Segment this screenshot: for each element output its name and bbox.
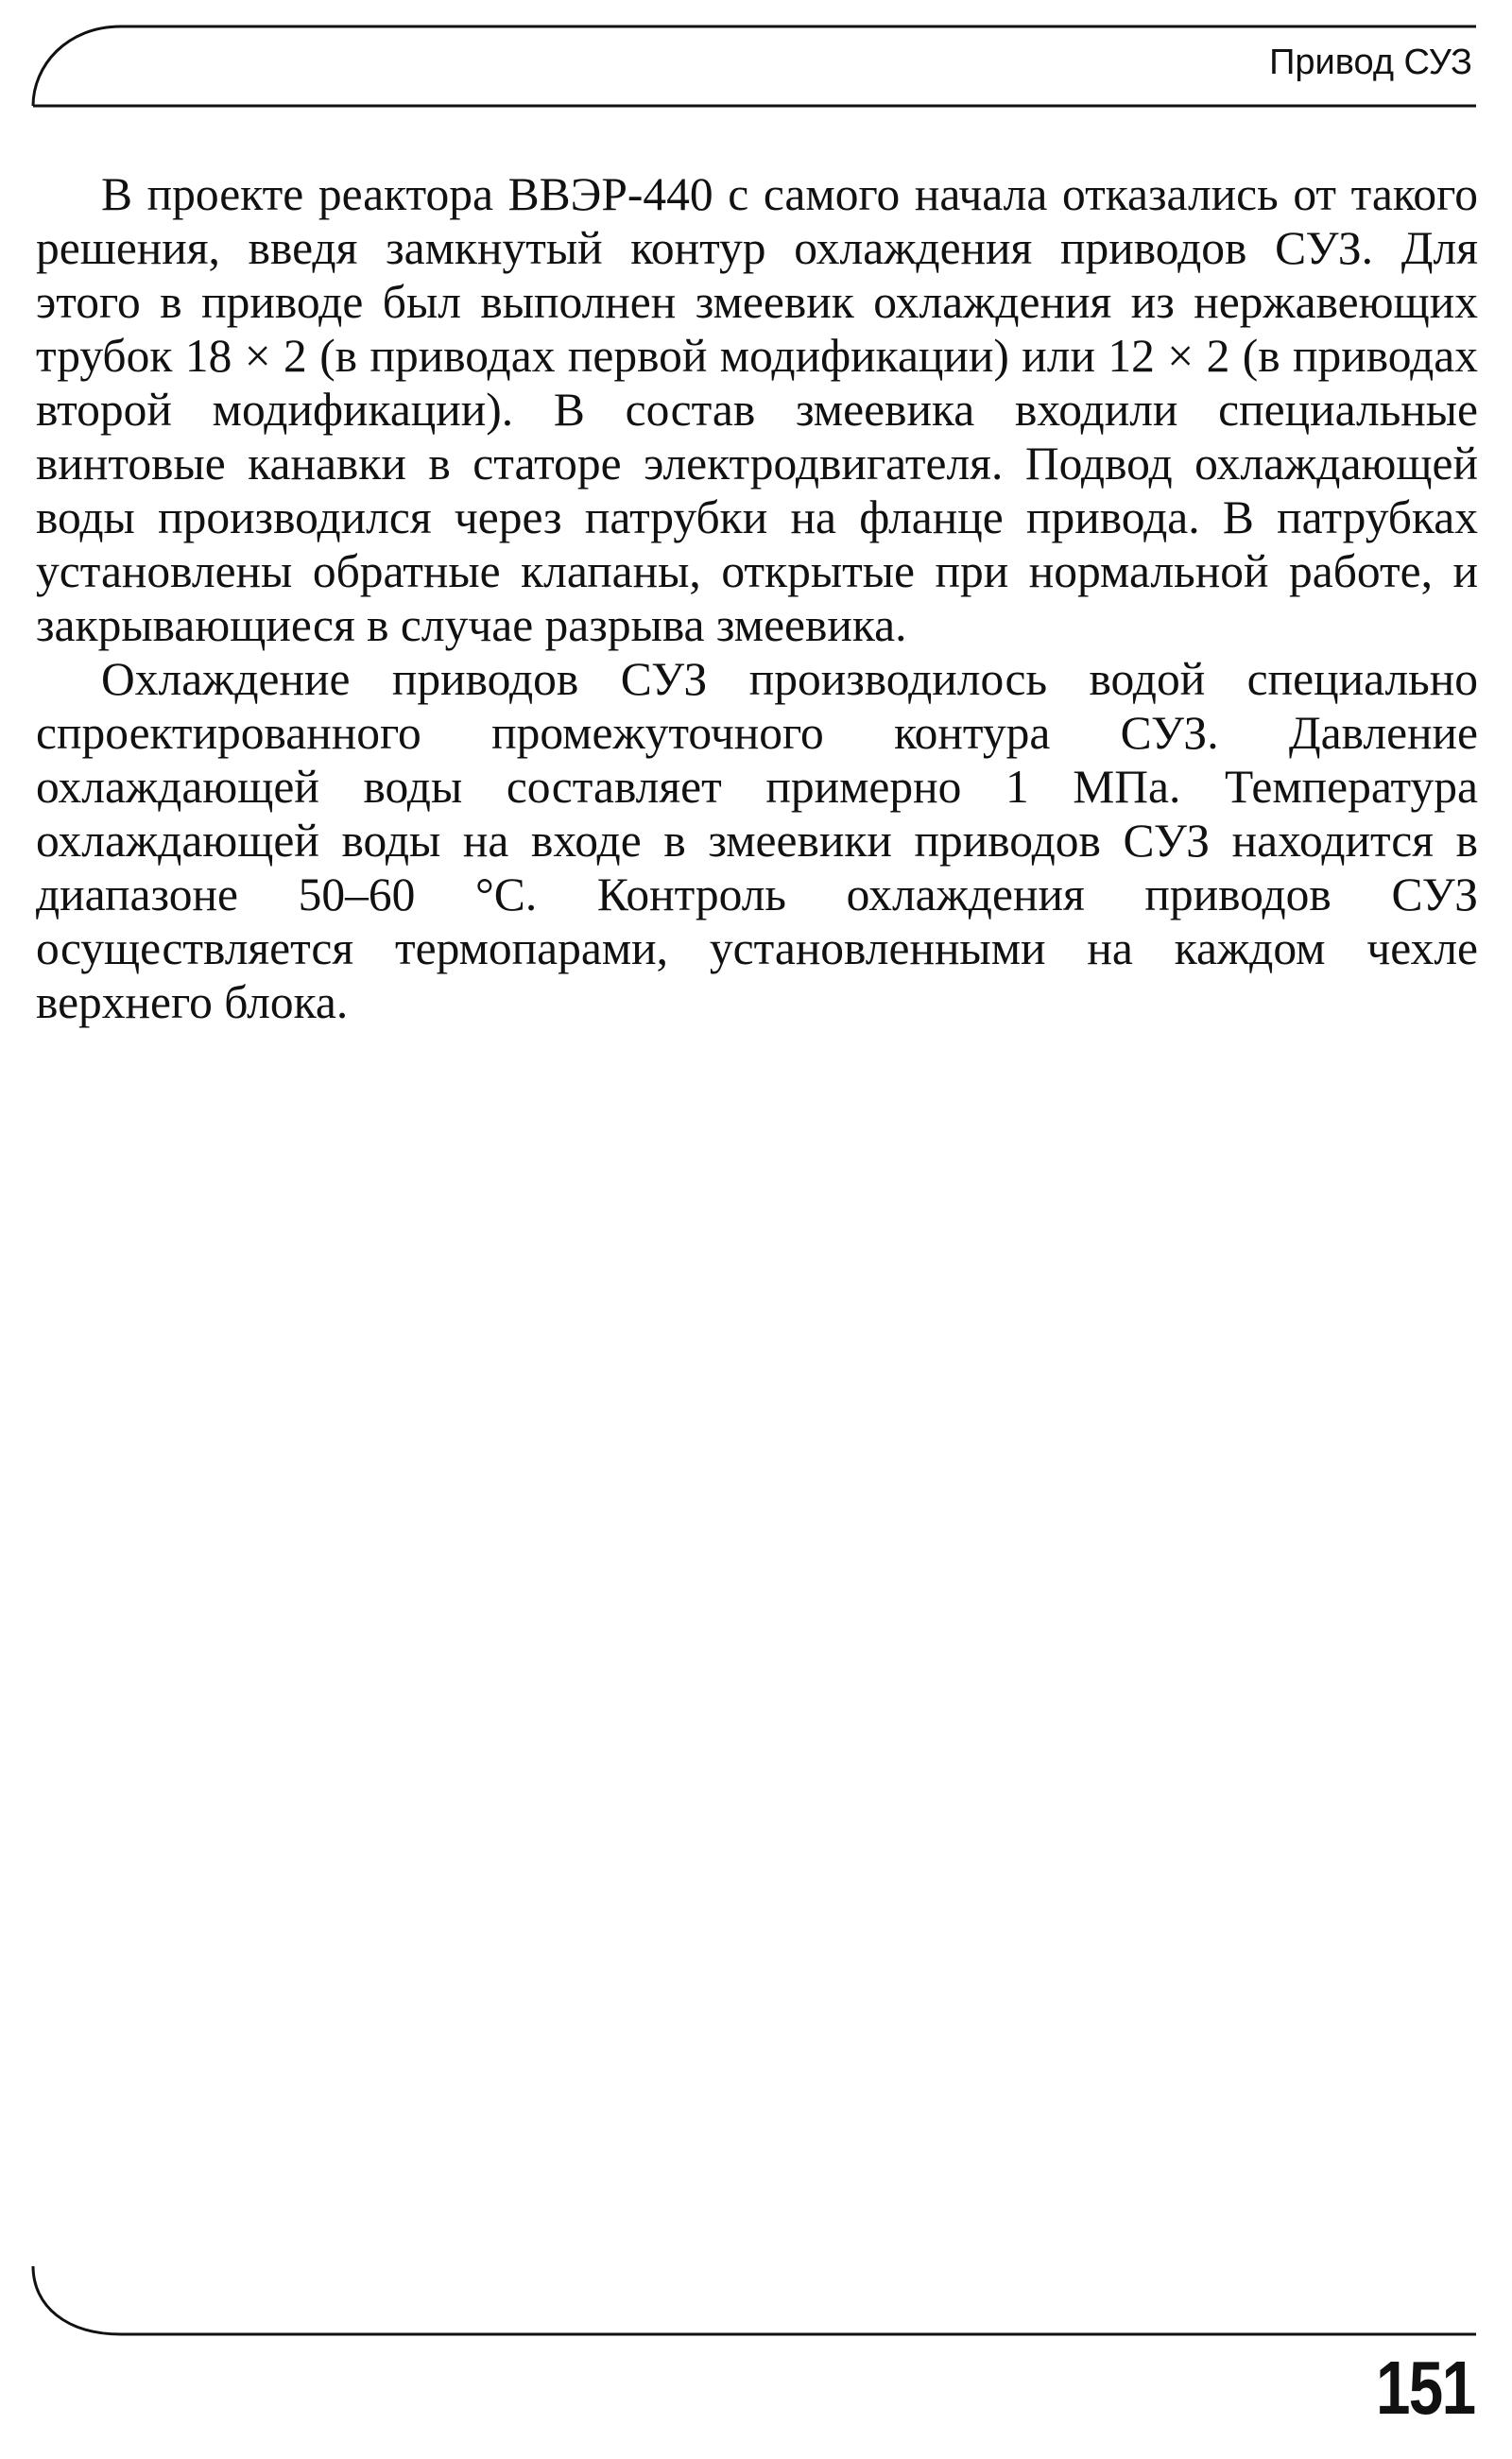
- footer-rule: [33, 2266, 1476, 2334]
- header-rule: [33, 26, 1476, 106]
- main-text: [36, 167, 1478, 1029]
- paragraph-2: Охлаждение приводов СУЗ производилось водой специально спроектированного промежуточного контура СУЗ. Давление охлаждающей воды составляет примерно 1 МПа. Температура охлаждающей воды на входе в змеевики приводов СУЗ находится в диапазоне 50–60 °С. Контроль охлаждения приводов СУЗ осуществляется термопарами, установленными на каждом чехле верхнего блока.: [36, 653, 1478, 1028]
- page-number: 151: [1375, 2346, 1474, 2430]
- running-title: Привод СУЗ: [1269, 43, 1472, 82]
- paragraph-1: В проекте реактора ВВЭР-440 с самого начала отказались от такого решения, введя замкнутый контур охлаждения приводов СУЗ. Для этого в приводе был выполнен змеевик охлаждения из нержавеющих трубок 18 × 2 (в приводах первой модификации) или 12 × 2 (в приводах второй модификации). В состав змеевика входили специальные винтовые канавки в статоре электродвигателя. Подвод охлаждающей воды производился через патрубки на фланце привода. В патрубках установлены обратные клапаны, открытые при нормальной работе, и закрывающиеся в случае разрыва змеевика.: [36, 168, 1478, 651]
